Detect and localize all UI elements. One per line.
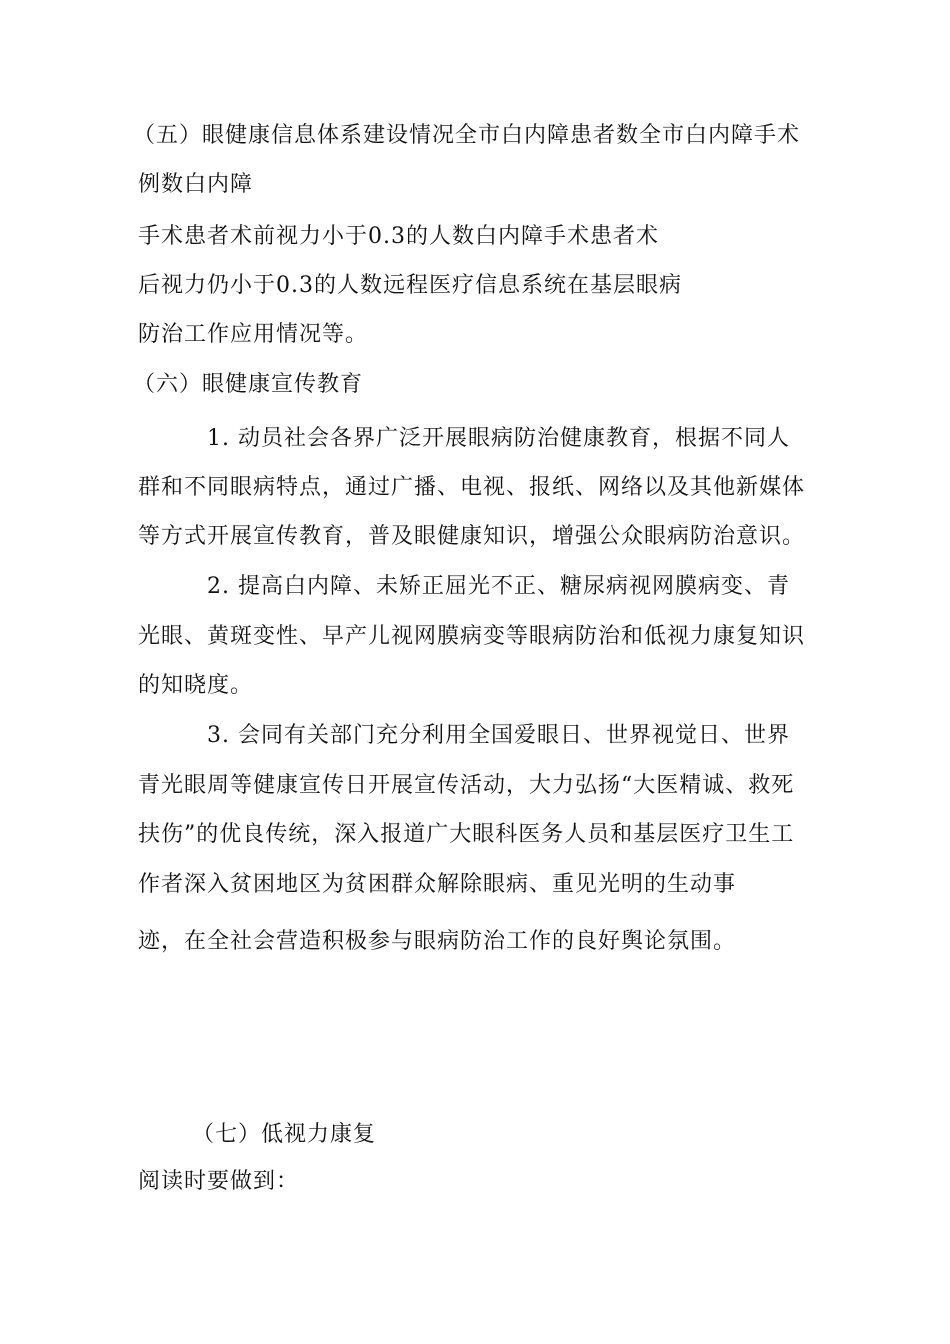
text-line: 例数白内障 — [138, 172, 254, 197]
item-1-line: 群和不同眼病特点，通过广播、电视、报纸、网络以及其他新媒体 — [138, 475, 806, 500]
section-7-heading: （七）低视力康复 — [192, 1122, 377, 1147]
text-line: 后视力仍小于0.3的人数远程医疗信息系统在基层眼病 — [138, 273, 682, 298]
text-line: 防治工作应用情况等。 — [138, 322, 369, 347]
item-3-line: 青光眼周等健康宣传日开展宣传活动，大力弘扬“大医精诚、救死 — [138, 773, 795, 798]
section-5-heading-line: （五）眼健康信息体系建设情况全市白内障患者数全市白内障手术 — [133, 123, 801, 148]
text-line: 手术患者术前视力小于0.3的人数白内障手术患者术 — [138, 224, 659, 249]
item-3-line: 迹，在全社会营造积极参与眼病防治工作的良好舆论氛围。 — [138, 929, 737, 954]
item-3-line: 作者深入贫困地区为贫困群众解除眼病、重见光明的生动事 — [138, 872, 737, 897]
item-2-line: 光眼、黄斑变性、早产儿视网膜病变等眼病防治和低视力康复知识 — [138, 624, 806, 649]
item-2-line: 的知晓度。 — [138, 673, 254, 698]
section-6-heading: （六）眼健康宣传教育 — [133, 372, 364, 397]
item-1-line: 1. 动员社会各界广泛开展眼病防治健康教育，根据不同人 — [207, 426, 790, 451]
item-2-line: 2. 提高白内障、未矫正屈光不正、糖尿病视网膜病变、青 — [207, 574, 790, 599]
item-3-line: 3. 会同有关部门充分利用全国爱眼日、世界视觉日、世界 — [207, 723, 790, 748]
item-3-line: 扶伤”的优良传统，深入报道广大眼科医务人员和基层医疗卫生工 — [138, 822, 795, 847]
section-7-note: 阅读时要做到： — [138, 1169, 300, 1194]
item-1-line: 等方式开展宣传教育，普及眼健康知识，增强公众眼病防治意识。 — [138, 524, 806, 549]
